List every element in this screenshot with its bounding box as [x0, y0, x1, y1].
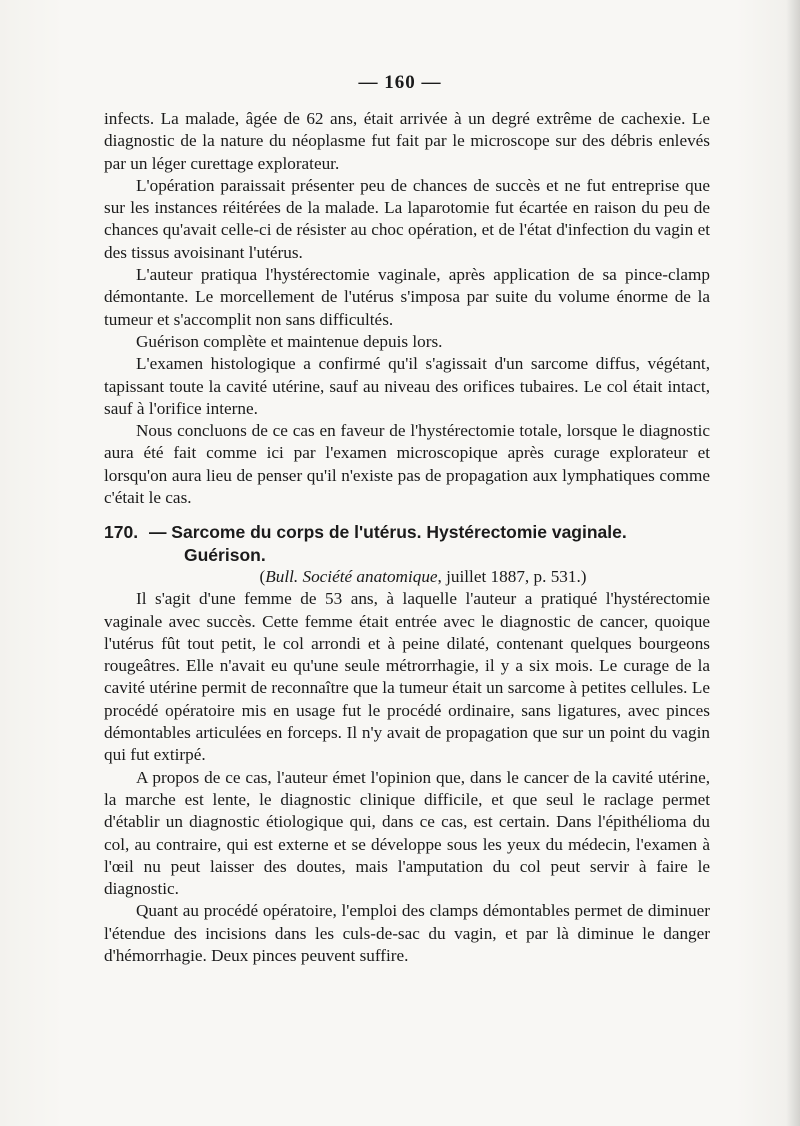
- page-number: — 160 —: [358, 72, 442, 93]
- section-heading: [104, 521, 710, 566]
- paragraph-8: A propos de ce cas, l'auteur émet l'opinion que, dans le cancer de la cavité utérine, la marche est lente, le diagnostic clinique difficile, et que seul le raclage permet d'établir un diagnostic étiologique qui, dans ce cas, est certain. Dans l'épithélioma du col, au contraire, qui est externe et se développe sous les yeux du médecin, l'examen à l'œil nu peut laisser des doutes, mais l'amputation du col peut servir à faire le diagnostic.: [104, 767, 710, 899]
- reference-details: , juillet 1887, p. 531.): [437, 566, 587, 586]
- paragraph-6: Nous concluons de ce cas en faveur de l'hystérectomie totale, lorsque le diagnostic aura été fait comme ici par l'examen microscopique après curage explorateur et lorsqu'on aura lieu de penser qu'il n'existe pas de propagation aux lymphatiques comme c'était le cas.: [104, 421, 710, 508]
- paragraph-1: infects. La malade, âgée de 62 ans, était arrivée à un degré extrême de cachexie. Le diagnostic de la nature du néoplasme fut fait par le microscope sur des débris enlevés par un léger curettage explorateur.: [104, 109, 710, 173]
- paragraph-5: L'examen histologique a confirmé qu'il s'agissait d'un sarcome diffus, végétant, tapissant toute la cavité utérine, sauf au niveau des orifices tubaires. Le col était intact, sauf à l'orifice interne.: [104, 354, 710, 418]
- reference-open: (: [259, 566, 266, 586]
- paragraph-2: L'opération paraissait présenter peu de chances de succès et ne fut entreprise que sur les instances réitérées de la malade. La laparotomie fut écartée en raison du peu de chances qu'avait celle-ci de résister au choc opération, et de l'état d'infection du vagin et des tissus avoisinant l'utérus.: [104, 175, 710, 262]
- page-content: [104, 108, 710, 967]
- section-reference: [104, 566, 710, 588]
- paragraph-3: L'auteur pratiqua l'hystérectomie vaginale, après application de sa pince-clamp démontante. Le morcellement de l'utérus s'imposa par suite du volume énorme de la tumeur et s'accomplit non sans difficultés.: [104, 265, 710, 329]
- paragraph-9: Quant au procédé opératoire, l'emploi des clamps démontables permet de diminuer l'étendue des incisions dans les culs-de-sac du vagin, et par là diminue le danger d'hémorrhagie. Deux pinces peuvent suffire.: [104, 901, 710, 965]
- section-title-line2: Guérison.: [184, 544, 266, 565]
- reference-journal: Bull. Société anatomique: [265, 566, 438, 586]
- paragraph-7: Il s'agit d'une femme de 53 ans, à laquelle l'auteur a pratiqué l'hystérectomie vaginale avec succès. Cette femme était entrée avec le diagnostic de cancer, quoique l'utérus fût tout petit, le col arrondi et à peine dilaté, contenant quelques bourgeons rougeâtres. Elle n'avait eu qu'une seule métrorrhagie, il y a six mois. Le curage de la cavité utérine permit de reconnaître que la tumeur était un sarcome à petites cellules. Le procédé opératoire mis en usage fut le procédé ordinaire, sans ligatures, avec pinces démontables articulées en forceps. Il n'y avait de propagation que sur un point du vagin qui fut extirpé.: [104, 589, 710, 765]
- section-number: 170.: [104, 522, 139, 543]
- section-title-line1: — Sarcome du corps de l'utérus. Hystérectomie vaginale.: [148, 522, 627, 543]
- page-spine-shadow: [786, 0, 800, 1126]
- paragraph-4: Guérison complète et maintenue depuis lors.: [136, 331, 443, 351]
